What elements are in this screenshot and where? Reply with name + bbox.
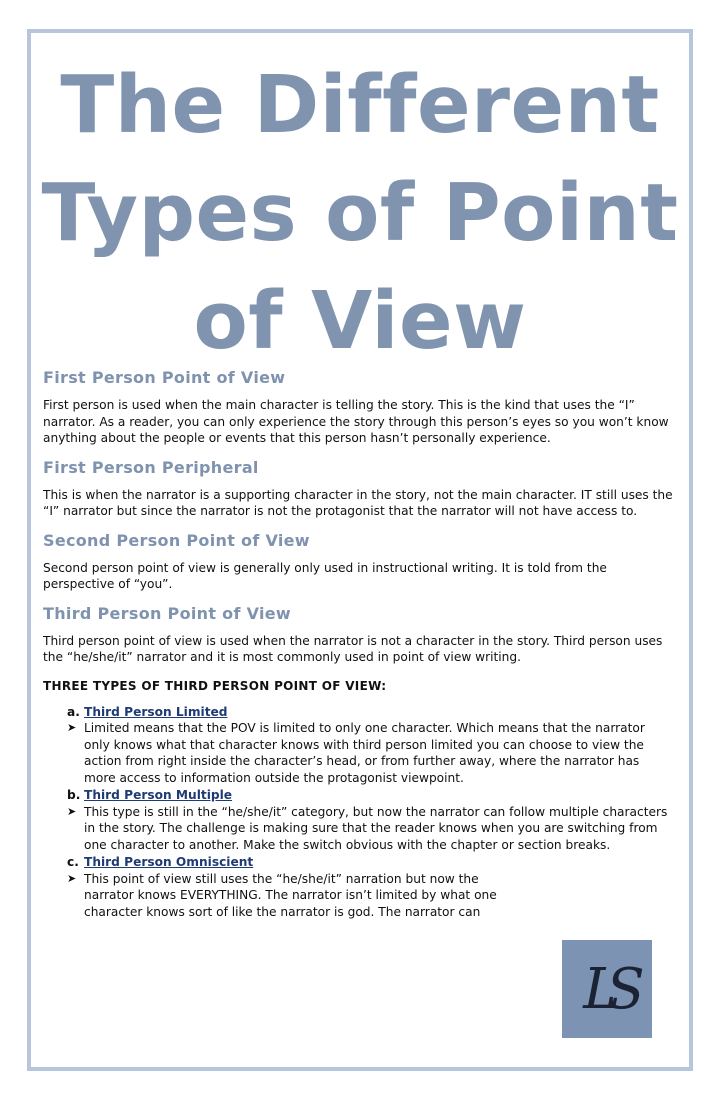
section-heading: First Person Point of View	[43, 368, 286, 387]
page-title: The Different Types of Point of View	[41, 59, 679, 367]
section-heading: Third Person Point of View	[43, 603, 292, 623]
ls-logo	[562, 940, 652, 1038]
arrow-bullet-icon: ➤	[67, 721, 77, 734]
page-frame	[27, 29, 693, 1071]
third-person-multiple-link[interactable]: Third Person Multiple	[84, 788, 233, 802]
section-body: Second person point of view is generally only used in instructional writing. It is told from the perspective of “you”.	[43, 560, 607, 591]
section-heading: Second Person Point of View	[43, 530, 310, 550]
section-body: First person is used when the main character is telling the story. This is the kind that uses the “I” narrator. As a reader, you can only experience the story through this person’s eyes so you won’t know anything about the people or events that this person hasn’t personally experience.	[43, 398, 669, 445]
type-a-heading	[67, 704, 677, 721]
section-first-person	[43, 367, 677, 447]
type-c-heading	[67, 854, 677, 871]
third-person-types-subheading: THREE TYPES OF THIRD PERSON POINT OF VIEW:	[43, 678, 387, 693]
type-b-description	[67, 804, 677, 854]
section-body: This is when the narrator is a supporting character in the story, not the main character. IT still uses the “I” narrator but since the narrator is not the protagonist that the narrator will not have access to.	[43, 487, 673, 518]
list-letter: b.	[67, 788, 81, 802]
bullet-text: This point of view still uses the “he/she/it” narration but now the narrator knows EVERYTHING. The narrator isn’t limited by what one character knows sort of like the narrator is god. The narrator can	[84, 871, 497, 919]
third-person-omniscient-link[interactable]: Third Person Omniscient	[84, 855, 254, 869]
arrow-bullet-icon: ➤	[67, 804, 77, 818]
type-c-description	[67, 871, 677, 921]
section-third-person	[43, 603, 677, 666]
bullet-text: This type is still in the “he/she/it” category, but now the narrator can follow multiple characters in the story. The challenge is making sure that the reader knows when you are switching from one character to another. Make the switch obvious with the chapter or section breaks.	[84, 804, 668, 852]
type-a-description	[67, 720, 677, 786]
section-second-person	[43, 530, 677, 593]
list-letter: a.	[67, 704, 80, 719]
list-letter: c.	[67, 855, 79, 869]
content	[43, 367, 677, 921]
type-b-heading	[67, 787, 677, 804]
arrow-bullet-icon: ➤	[67, 871, 77, 885]
section-heading: First Person Peripheral	[43, 457, 259, 477]
bullet-text: Limited means that the POV is limited to only one character. Which means that the narrator only knows what that character knows with third person limited you can choose to view the action from right inside the character’s head, or from further away, where the narrator has more access to information outside the protagonist viewpoint.	[84, 721, 645, 785]
section-body: Third person point of view is used when the narrator is not a character in the story. Third person uses the “he/she/it” narrator and it is most commonly used in point of view writing.	[43, 633, 663, 664]
third-person-limited-link[interactable]: Third Person Limited	[84, 704, 228, 719]
logo-monogram: LS	[583, 956, 631, 1022]
section-first-person-peripheral	[43, 457, 677, 520]
